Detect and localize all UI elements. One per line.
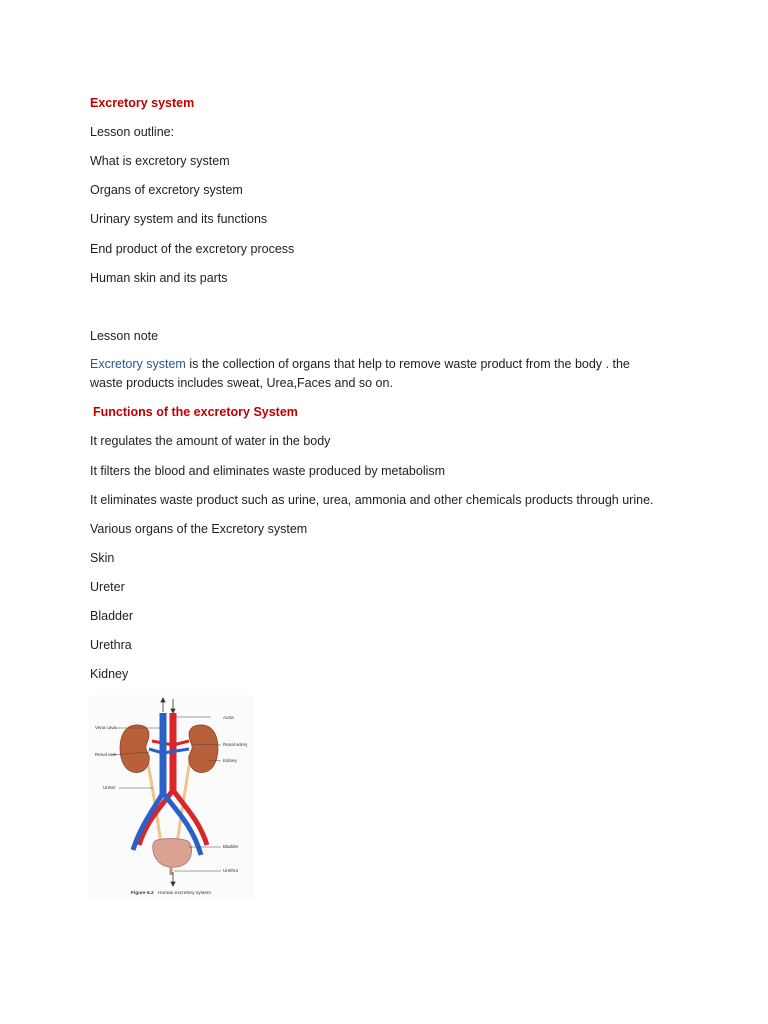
outline-item: End product of the excretory process [90, 242, 295, 256]
figure-caption-number: Figure 6.2 [131, 891, 154, 896]
label-renal-artery: Renal artery [223, 742, 248, 747]
outline-item: Organs of excretory system [90, 183, 243, 197]
label-aorta: Aorta [223, 715, 234, 720]
outline-heading: Lesson outline: [90, 125, 175, 139]
label-vena-cava: Vena cava [95, 725, 117, 730]
excretory-system-figure [89, 695, 254, 900]
label-urethra: Urethra [223, 868, 239, 873]
organ-item: Bladder [90, 609, 134, 623]
definition-text-line2: waste products includes sweat, Urea,Faces and so on. [90, 376, 393, 390]
lesson-note-heading: Lesson note [90, 329, 159, 343]
outline-item: What is excretory system [90, 154, 230, 168]
function-item: It regulates the amount of water in the body [90, 434, 331, 448]
excretory-diagram [89, 695, 254, 900]
organ-item: Urethra [90, 638, 132, 652]
kidney-right [189, 725, 218, 773]
page-title: Excretory system [90, 96, 195, 110]
label-renal-vein: Renal vein [95, 752, 117, 757]
organ-item: Skin [90, 551, 115, 565]
organ-item: Kidney [90, 667, 129, 681]
function-item: It eliminates waste product such as urine, urea, ammonia and other chemicals products through urine. [90, 493, 654, 507]
label-kidney: Kidney [223, 758, 237, 763]
outline-item: Urinary system and its functions [90, 212, 268, 226]
function-item: It filters the blood and eliminates waste produced by metabolism [90, 464, 446, 478]
definition-text-line1: is the collection of organs that help to remove waste product from the body . the [185, 357, 630, 371]
kidney-left [120, 725, 149, 773]
functions-heading: Functions of the excretory System [93, 405, 298, 419]
renal-vein-right [163, 749, 189, 753]
definition-term: Excretory system [90, 357, 186, 371]
outline-item: Human skin and its parts [90, 271, 228, 285]
label-ureter: Ureter [103, 785, 116, 790]
organs-heading: Various organs of the Excretory system [90, 522, 308, 536]
label-bladder: Bladder [223, 844, 239, 849]
bladder [153, 839, 192, 868]
figure-caption-text: Human excretory system [158, 891, 212, 896]
organ-item: Ureter [90, 580, 125, 594]
definition-paragraph [90, 355, 680, 393]
